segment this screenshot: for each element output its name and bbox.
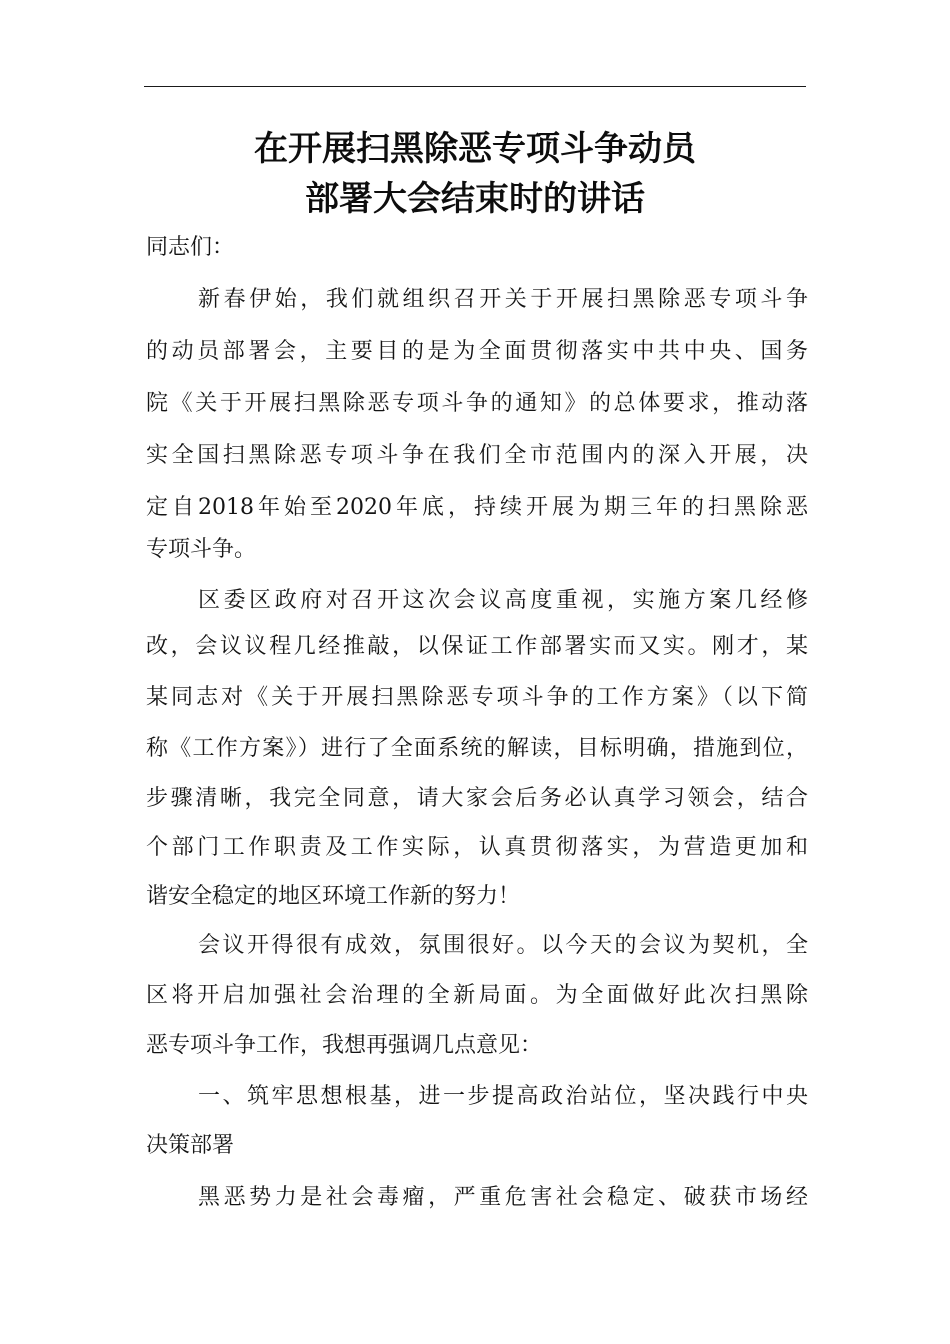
section-heading-line: 决策部署 [146, 1133, 235, 1158]
salutation: 同志们： [146, 235, 235, 260]
paragraph-line: 定自2018年始至2020年底，持续开展为期三年的扫黑除恶 [146, 495, 808, 520]
paragraph-line: 称《工作方案》）进行了全面系统的解读，目标明确，措施到位， [146, 736, 808, 761]
paragraph-line: 会议开得很有成效，氛围很好。以今天的会议为契机，全 [198, 933, 808, 958]
paragraph-line: 恶专项斗争工作，我想再强调几点意见： [146, 1033, 543, 1058]
paragraph-line: 专项斗争。 [146, 537, 257, 562]
paragraph-line: 步骤清晰，我完全同意，请大家会后务必认真学习领会，结合 [146, 786, 808, 811]
header-rule [144, 86, 806, 87]
paragraph-line: 区将开启加强社会治理的全新局面。为全面做好此次扫黑除 [146, 983, 808, 1008]
paragraph-line: 谐安全稳定的地区环境工作新的努力！ [146, 884, 521, 909]
paragraph-line: 黑恶势力是社会毒瘤，严重危害社会稳定、破获市场经 [198, 1185, 808, 1210]
section-heading-line: 一、筑牢思想根基，进一步提高政治站位，坚决践行中央 [198, 1084, 808, 1109]
paragraph-line: 的动员部署会，主要目的是为全面贯彻落实中共中央、国务 [146, 339, 808, 364]
paragraph-line: 改，会议议程几经推敲，以保证工作部署实而又实。刚才，某 [146, 634, 808, 659]
paragraph-line: 个部门工作职责及工作实际，认真贯彻落实，为营造更加和 [146, 835, 808, 860]
paragraph-line: 区委区政府对召开这次会议高度重视，实施方案几经修 [198, 588, 808, 613]
document-title-line-1: 在开展扫黑除恶专项斗争动员 [254, 129, 696, 169]
paragraph-line: 院《关于开展扫黑除恶专项斗争的通知》的总体要求，推动落 [146, 391, 808, 416]
paragraph-line: 实全国扫黑除恶专项斗争在我们全市范围内的深入开展，决 [146, 443, 808, 468]
paragraph-line: 某同志对《关于开展扫黑除恶专项斗争的工作方案》（以下简 [146, 685, 808, 710]
paragraph-line: 新春伊始，我们就组织召开关于开展扫黑除恶专项斗争 [198, 287, 808, 312]
document-title-line-2: 部署大会结束时的讲话 [305, 179, 645, 219]
